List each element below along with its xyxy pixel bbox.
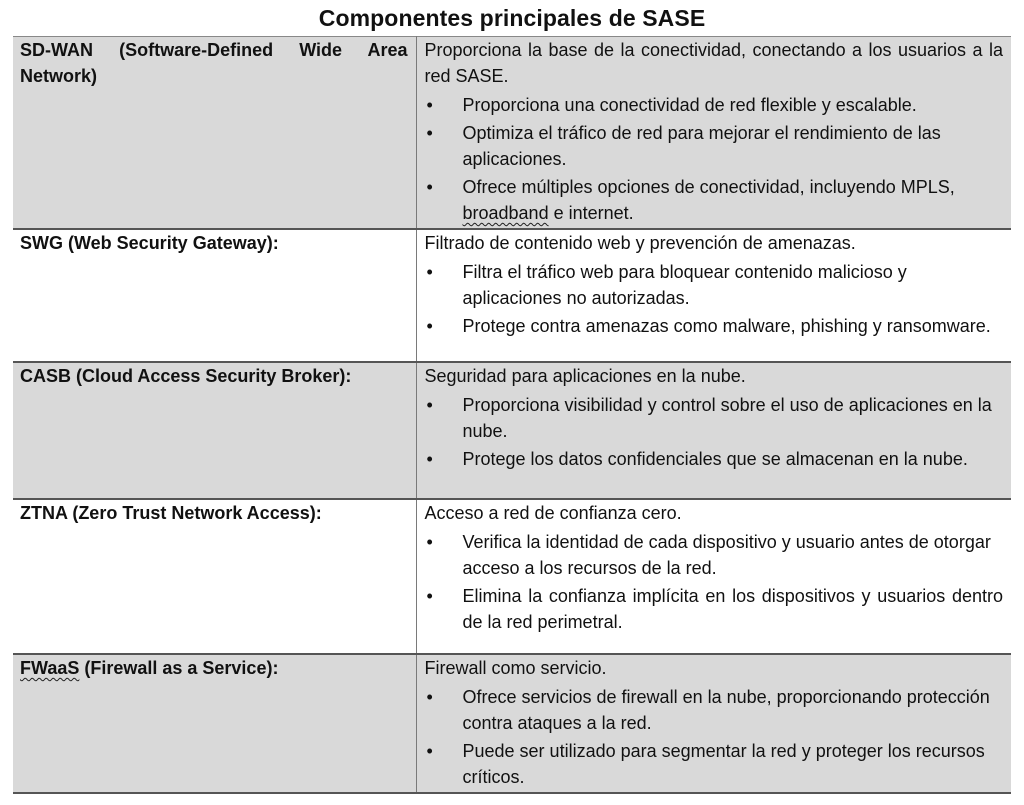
bullet-item [425,174,1004,226]
bullet-text: Ofrece servicios de firewall en la nube, proporcionando protección contra ataques a la red. [462,687,990,733]
bullet-list [425,392,1004,472]
sase-components-table [13,36,1011,794]
bullet-text: Puede ser utilizado para segmentar la red y proteger los recursos críticos. [462,741,985,787]
table-row [13,654,1011,793]
bullet-icon: • [426,687,433,707]
description-summary: Seguridad para aplicaciones en la nube. [424,366,746,386]
bullet-list [425,259,1004,339]
bullet-text: Elimina la confianza implícita en los dispositivos y usuarios dentro de la red perimetral. [462,586,1003,632]
bullet-item [425,583,1004,635]
bullet-icon: • [426,449,433,469]
bullet-text: Verifica la identidad de cada dispositivo y usuario antes de otorgar acceso a los recursos de la red. [462,532,991,578]
bullet-icon: • [426,316,433,336]
description-summary: Filtrado de contenido web y prevención de amenazas. [424,233,856,253]
bullet-item [425,120,1004,172]
description-summary: Acceso a red de confianza cero. [424,503,682,523]
bullet-list [425,529,1004,635]
description-summary: Proporciona la base de la conectividad, conectando a los usuarios a la red SASE. [424,40,1003,86]
bullet-item [425,392,1004,444]
table-row [13,362,1011,499]
component-description [416,654,1011,793]
component-description [416,499,1011,654]
component-name: FWaaS (Firewall as a Service): [13,654,416,793]
bullet-icon: • [426,177,433,197]
component-description [416,37,1011,230]
bullet-list [425,684,1004,790]
component-description [416,229,1011,362]
bullet-item [425,529,1004,581]
bullet-item [425,684,1004,736]
bullet-icon: • [426,123,433,143]
bullet-text: Filtra el tráfico web para bloquear contenido malicioso y aplicaciones no autorizadas. [462,262,907,308]
bullet-item [425,259,1004,311]
bullet-text: Protege los datos confidenciales que se almacenan en la nube. [462,449,968,469]
bullet-icon: • [426,532,433,552]
bullet-icon: • [426,262,433,282]
bullet-icon: • [426,395,433,415]
bullet-text: Proporciona visibilidad y control sobre el uso de aplicaciones en la nube. [462,395,992,441]
table-title: Componentes principales de SASE [318,5,706,31]
table-row [13,229,1011,362]
component-name: CASB (Cloud Access Security Broker): [13,362,416,499]
bullet-item [425,738,1004,790]
bullet-text: Protege contra amenazas como malware, phishing y ransomware. [462,316,991,336]
spellcheck-underline: FWaaS [20,658,80,678]
bullet-item [425,313,1004,339]
table-row [13,37,1011,230]
bullet-text: Optimiza el tráfico de red para mejorar el rendimiento de las aplicaciones. [462,123,941,169]
bullet-text: Ofrece múltiples opciones de conectividad, incluyendo MPLS, broadband e internet. [462,177,955,223]
bullet-icon: • [426,95,433,115]
component-description [416,362,1011,499]
component-name: ZTNA (Zero Trust Network Access): [13,499,416,654]
description-summary: Firewall como servicio. [424,658,607,678]
table-row [13,499,1011,654]
bullet-icon: • [426,741,433,761]
component-name: SWG (Web Security Gateway): [13,229,416,362]
bullet-list [425,92,1004,226]
bullet-text: Proporciona una conectividad de red flexible y escalable. [462,95,917,115]
spellcheck-underline: broadband [462,203,549,223]
component-name: SD-WAN (Software-Defined Wide Area Network) [13,37,416,230]
bullet-icon: • [426,586,433,606]
bullet-item [425,92,1004,118]
bullet-item [425,446,1004,472]
